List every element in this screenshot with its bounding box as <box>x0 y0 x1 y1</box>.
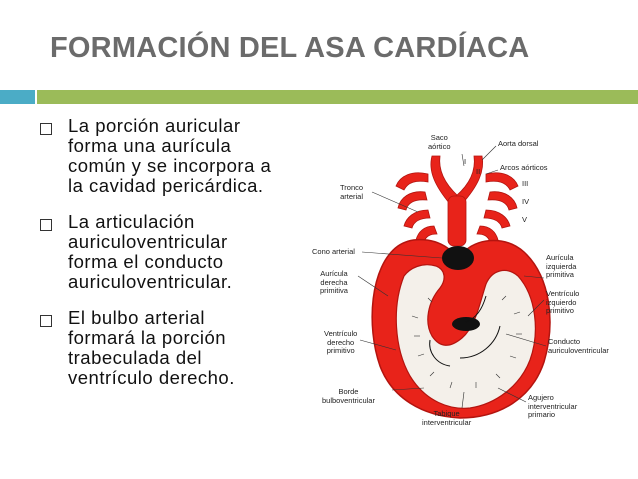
label-auricula-derecha: Aurícula derecha primitiva <box>320 269 348 295</box>
interventricular-foramen <box>452 317 480 331</box>
arch-numeral: V <box>522 215 528 224</box>
bullet-item <box>40 308 310 388</box>
slide-title: FORMACIÓN DEL ASA CARDÍACA <box>50 32 530 64</box>
heart-loop-figure <box>300 126 610 436</box>
label-cono-arterial: Cono arterial <box>312 247 355 256</box>
label-conducto-av: Conducto auriculoventricular <box>548 337 609 355</box>
label-tabique-interventricular: Tabique interventricular <box>422 409 472 427</box>
square-bullet-icon <box>40 123 52 135</box>
accent-bar-teal <box>0 90 35 104</box>
bullet-text: El bulbo arterial formará la porción trabeculada del ventrículo derecho. <box>68 307 235 388</box>
arch-numeral: III <box>522 179 529 188</box>
arch-numeral: II <box>476 167 481 176</box>
label-arcos-aorticos: Arcos aórticos <box>500 163 548 172</box>
square-bullet-icon <box>40 315 52 327</box>
label-tronco-arterial: Tronco arterial <box>340 183 364 201</box>
bullet-list <box>40 116 310 404</box>
arch-numeral: I <box>464 157 467 166</box>
bullet-item <box>40 212 310 292</box>
bullet-text: La articulación auriculoventricular forma el conducto auriculoventricular. <box>68 211 233 292</box>
label-ventriculo-izquierdo: Ventrículo izquierdo primitivo <box>546 289 580 315</box>
label-borde-bulboventricular: Borde bulboventricular <box>322 387 375 405</box>
label-ventriculo-derecho: Ventrículo derecho primitivo <box>324 329 358 355</box>
bullet-item <box>40 116 310 196</box>
label-saco-aortico: Saco aórtico <box>428 133 451 151</box>
label-agujero-interventricular: Agujero interventricular primario <box>528 393 578 419</box>
square-bullet-icon <box>40 219 52 231</box>
accent-bar-green <box>37 90 638 104</box>
bullet-text: La porción auricular forma una aurícula común y se incorpora a la cavidad pericárdica. <box>68 115 272 196</box>
conus-lumen <box>442 246 474 270</box>
label-aorta-dorsal: Aorta dorsal <box>498 139 539 148</box>
label-auricula-izquierda: Aurícula izquierda primitiva <box>546 253 577 279</box>
arch-numeral: IV <box>522 197 530 206</box>
